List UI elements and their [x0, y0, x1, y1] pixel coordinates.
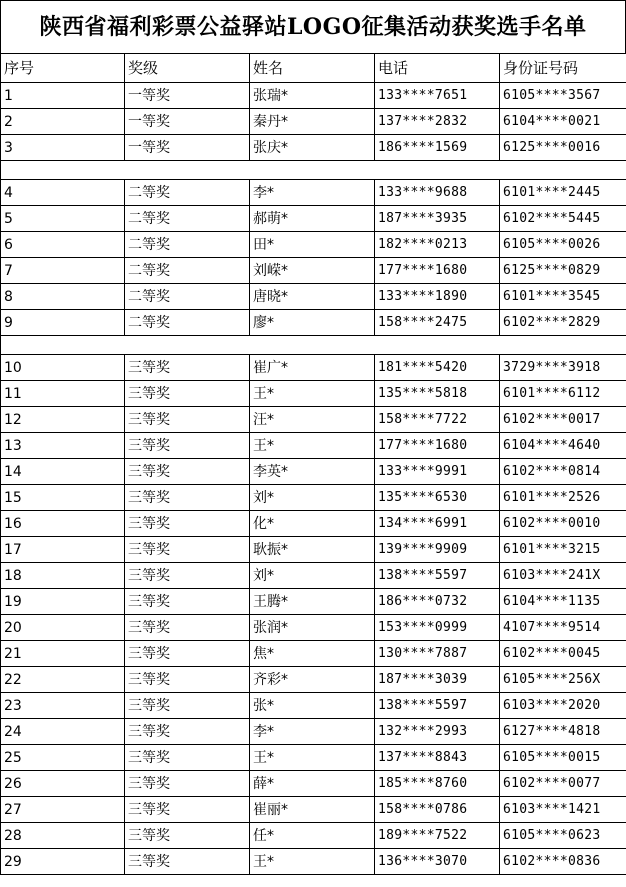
column-header-name: 姓名	[250, 54, 375, 83]
cell-phone: 185****8760	[375, 771, 500, 797]
cell-phone: 138****5597	[375, 693, 500, 719]
cell-id-number: 4107****9514	[500, 615, 626, 641]
cell-phone: 137****2832	[375, 109, 500, 135]
table-row	[1, 310, 626, 336]
cell-id-number: 6101****3215	[500, 537, 626, 563]
cell-phone: 139****9909	[375, 537, 500, 563]
cell-phone: 133****1890	[375, 284, 500, 310]
table-row	[1, 537, 626, 563]
cell-index: 2	[1, 109, 125, 135]
cell-index: 19	[1, 589, 125, 615]
cell-phone: 135****6530	[375, 485, 500, 511]
cell-index: 3	[1, 135, 125, 161]
table-row	[1, 641, 626, 667]
table-row	[1, 355, 626, 381]
cell-index: 14	[1, 459, 125, 485]
cell-name: 薛*	[250, 771, 375, 797]
cell-phone: 177****1680	[375, 433, 500, 459]
cell-award: 二等奖	[125, 258, 250, 284]
table-row	[1, 797, 626, 823]
cell-phone: 132****2993	[375, 719, 500, 745]
cell-index: 22	[1, 667, 125, 693]
cell-id-number: 6127****4818	[500, 719, 626, 745]
cell-id-number: 6102****0836	[500, 849, 626, 875]
table-row	[1, 511, 626, 537]
cell-award: 三等奖	[125, 667, 250, 693]
table-body	[1, 83, 626, 875]
winners-table	[0, 53, 626, 875]
cell-index: 10	[1, 355, 125, 381]
cell-award: 三等奖	[125, 407, 250, 433]
cell-index: 15	[1, 485, 125, 511]
table-row	[1, 667, 626, 693]
cell-id-number: 6104****4640	[500, 433, 626, 459]
column-header-phone: 电话	[375, 54, 500, 83]
cell-id-number: 6105****0015	[500, 745, 626, 771]
cell-name: 郝萌*	[250, 206, 375, 232]
table-row	[1, 206, 626, 232]
cell-id-number: 6104****0021	[500, 109, 626, 135]
cell-name: 焦*	[250, 641, 375, 667]
cell-phone: 186****0732	[375, 589, 500, 615]
table-row	[1, 135, 626, 161]
cell-index: 24	[1, 719, 125, 745]
table-row	[1, 83, 626, 109]
cell-id-number: 6102****0045	[500, 641, 626, 667]
table-row	[1, 745, 626, 771]
cell-id-number: 6105****256X	[500, 667, 626, 693]
cell-id-number: 6125****0829	[500, 258, 626, 284]
cell-index: 8	[1, 284, 125, 310]
cell-name: 崔广*	[250, 355, 375, 381]
table-row	[1, 232, 626, 258]
table-row	[1, 407, 626, 433]
cell-award: 三等奖	[125, 797, 250, 823]
cell-phone: 134****6991	[375, 511, 500, 537]
table-row	[1, 771, 626, 797]
cell-phone: 133****9991	[375, 459, 500, 485]
table-row	[1, 589, 626, 615]
cell-name: 王*	[250, 745, 375, 771]
cell-phone: 138****5597	[375, 563, 500, 589]
cell-id-number: 6103****1421	[500, 797, 626, 823]
cell-phone: 189****7522	[375, 823, 500, 849]
cell-id-number: 6105****0623	[500, 823, 626, 849]
cell-phone: 186****1569	[375, 135, 500, 161]
cell-index: 16	[1, 511, 125, 537]
cell-index: 13	[1, 433, 125, 459]
cell-id-number: 6125****0016	[500, 135, 626, 161]
cell-id-number: 6102****5445	[500, 206, 626, 232]
cell-id-number: 6101****3545	[500, 284, 626, 310]
cell-index: 21	[1, 641, 125, 667]
table-row	[1, 433, 626, 459]
cell-name: 廖*	[250, 310, 375, 336]
cell-award: 三等奖	[125, 849, 250, 875]
sheet-title: 陕西省福利彩票公益驿站LOGO征集活动获奖选手名单	[0, 0, 626, 53]
cell-name: 唐晓*	[250, 284, 375, 310]
cell-name: 李英*	[250, 459, 375, 485]
cell-name: 张*	[250, 693, 375, 719]
cell-index: 18	[1, 563, 125, 589]
cell-phone: 182****0213	[375, 232, 500, 258]
cell-id-number: 6101****6112	[500, 381, 626, 407]
table-row	[1, 381, 626, 407]
cell-award: 三等奖	[125, 823, 250, 849]
cell-name: 汪*	[250, 407, 375, 433]
cell-phone: 158****2475	[375, 310, 500, 336]
cell-award: 三等奖	[125, 355, 250, 381]
column-header-index: 序号	[1, 54, 125, 83]
cell-name: 化*	[250, 511, 375, 537]
cell-award: 三等奖	[125, 511, 250, 537]
cell-name: 任*	[250, 823, 375, 849]
cell-award: 二等奖	[125, 206, 250, 232]
cell-index: 7	[1, 258, 125, 284]
cell-phone: 137****8843	[375, 745, 500, 771]
table-row	[1, 719, 626, 745]
table-row	[1, 693, 626, 719]
cell-name: 耿振*	[250, 537, 375, 563]
cell-name: 王*	[250, 433, 375, 459]
cell-name: 张瑞*	[250, 83, 375, 109]
cell-award: 三等奖	[125, 693, 250, 719]
cell-name: 秦丹*	[250, 109, 375, 135]
cell-index: 6	[1, 232, 125, 258]
cell-index: 12	[1, 407, 125, 433]
cell-phone: 133****7651	[375, 83, 500, 109]
cell-name: 齐彩*	[250, 667, 375, 693]
table-row	[1, 615, 626, 641]
cell-award: 二等奖	[125, 232, 250, 258]
cell-id-number: 6105****3567	[500, 83, 626, 109]
cell-award: 一等奖	[125, 135, 250, 161]
cell-index: 28	[1, 823, 125, 849]
cell-id-number: 6102****2829	[500, 310, 626, 336]
cell-phone: 130****7887	[375, 641, 500, 667]
cell-phone: 181****5420	[375, 355, 500, 381]
column-header-id-number: 身份证号码	[500, 54, 626, 83]
column-header-award: 奖级	[125, 54, 250, 83]
cell-award: 三等奖	[125, 485, 250, 511]
cell-name: 王腾*	[250, 589, 375, 615]
cell-id-number: 3729****3918	[500, 355, 626, 381]
cell-id-number: 6102****0010	[500, 511, 626, 537]
cell-phone: 177****1680	[375, 258, 500, 284]
cell-award: 二等奖	[125, 310, 250, 336]
cell-index: 17	[1, 537, 125, 563]
cell-id-number: 6102****0017	[500, 407, 626, 433]
cell-id-number: 6104****1135	[500, 589, 626, 615]
cell-index: 25	[1, 745, 125, 771]
cell-name: 崔丽*	[250, 797, 375, 823]
group-separator-row	[1, 336, 626, 355]
cell-award: 三等奖	[125, 589, 250, 615]
table-row	[1, 109, 626, 135]
cell-phone: 158****0786	[375, 797, 500, 823]
cell-name: 李*	[250, 719, 375, 745]
cell-award: 二等奖	[125, 284, 250, 310]
cell-award: 三等奖	[125, 641, 250, 667]
cell-name: 田*	[250, 232, 375, 258]
cell-award: 三等奖	[125, 381, 250, 407]
cell-name: 刘*	[250, 485, 375, 511]
cell-name: 张庆*	[250, 135, 375, 161]
cell-award: 三等奖	[125, 563, 250, 589]
cell-name: 王*	[250, 381, 375, 407]
cell-award: 二等奖	[125, 180, 250, 206]
table-row	[1, 180, 626, 206]
cell-index: 23	[1, 693, 125, 719]
cell-id-number: 6101****2445	[500, 180, 626, 206]
cell-index: 4	[1, 180, 125, 206]
cell-id-number: 6105****0026	[500, 232, 626, 258]
cell-id-number: 6103****2020	[500, 693, 626, 719]
cell-index: 26	[1, 771, 125, 797]
table-row	[1, 823, 626, 849]
cell-id-number: 6102****0077	[500, 771, 626, 797]
group-separator-cell	[1, 161, 626, 180]
group-separator-cell	[1, 336, 626, 355]
table-row	[1, 485, 626, 511]
cell-index: 27	[1, 797, 125, 823]
cell-phone: 187****3039	[375, 667, 500, 693]
cell-index: 11	[1, 381, 125, 407]
cell-name: 刘*	[250, 563, 375, 589]
cell-award: 一等奖	[125, 109, 250, 135]
cell-index: 20	[1, 615, 125, 641]
cell-id-number: 6101****2526	[500, 485, 626, 511]
cell-id-number: 6102****0814	[500, 459, 626, 485]
cell-phone: 133****9688	[375, 180, 500, 206]
table-row	[1, 284, 626, 310]
cell-phone: 158****7722	[375, 407, 500, 433]
table-row	[1, 258, 626, 284]
cell-phone: 135****5818	[375, 381, 500, 407]
cell-name: 张润*	[250, 615, 375, 641]
cell-phone: 136****3070	[375, 849, 500, 875]
cell-name: 刘嵘*	[250, 258, 375, 284]
cell-index: 1	[1, 83, 125, 109]
table-row	[1, 563, 626, 589]
cell-award: 三等奖	[125, 459, 250, 485]
cell-award: 三等奖	[125, 771, 250, 797]
cell-award: 三等奖	[125, 615, 250, 641]
cell-award: 三等奖	[125, 537, 250, 563]
table-header	[1, 54, 626, 83]
cell-index: 5	[1, 206, 125, 232]
cell-name: 李*	[250, 180, 375, 206]
table-row	[1, 849, 626, 875]
cell-id-number: 6103****241X	[500, 563, 626, 589]
cell-award: 一等奖	[125, 83, 250, 109]
table-row	[1, 459, 626, 485]
cell-name: 王*	[250, 849, 375, 875]
cell-award: 三等奖	[125, 433, 250, 459]
cell-phone: 187****3935	[375, 206, 500, 232]
cell-index: 29	[1, 849, 125, 875]
cell-award: 三等奖	[125, 719, 250, 745]
cell-index: 9	[1, 310, 125, 336]
group-separator-row	[1, 161, 626, 180]
cell-phone: 153****0999	[375, 615, 500, 641]
header-row	[1, 54, 626, 83]
cell-award: 三等奖	[125, 745, 250, 771]
